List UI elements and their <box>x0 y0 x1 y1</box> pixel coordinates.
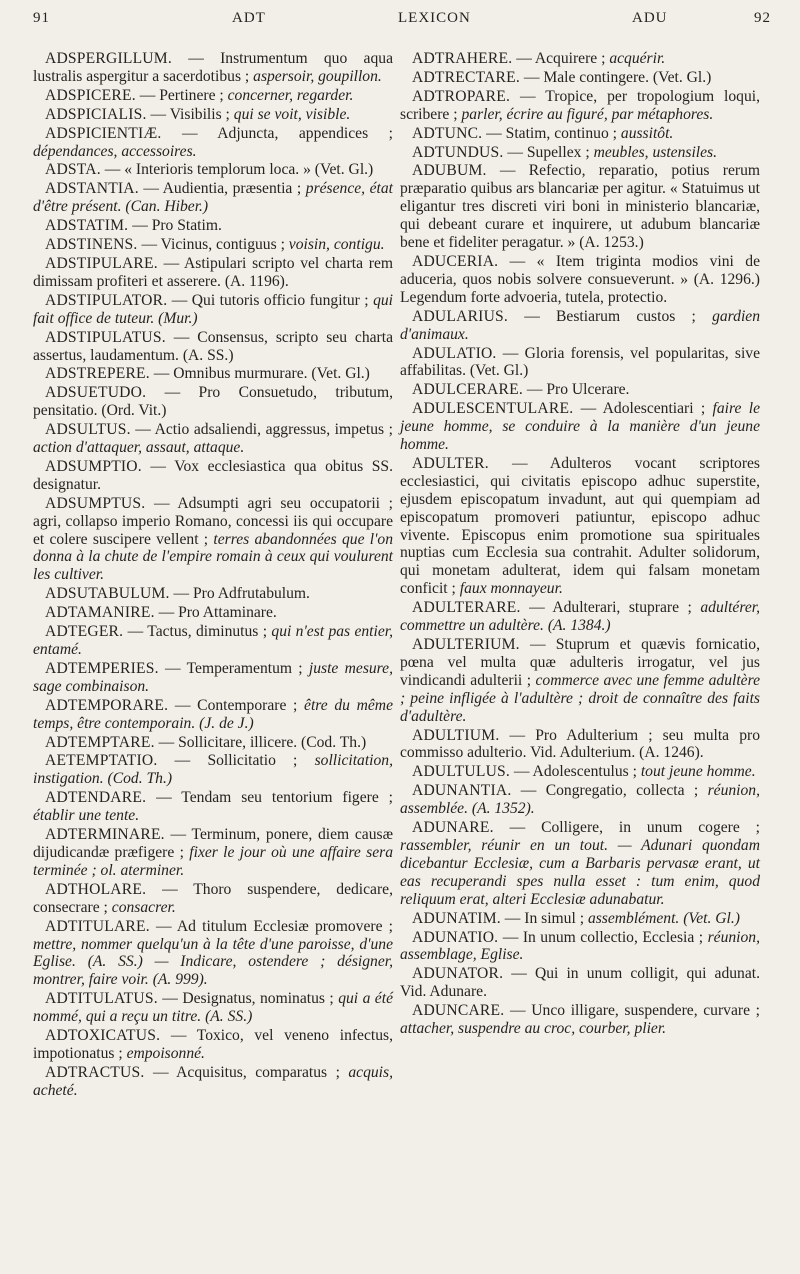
entry-headword: ADUNATIO. <box>412 928 499 946</box>
entry-headword: ADTROPARE. <box>412 87 511 105</box>
dictionary-entry <box>33 161 393 179</box>
entry-headword: ADTAMANIRE. <box>45 604 155 622</box>
entry-french-gloss: rassembler, réunir en un tout. — Adunari quondam dicebantur Ecclesiæ, cum a Barbaris pervasæ erant, ut eas recuperandi spes nulla esset : tum enim, quod reliquum erat, alteri Ecclesiæ adunabatur. <box>400 836 760 908</box>
entry-definition: — Tropice, per tropologium loqui, scribere ; <box>400 87 760 123</box>
entry-definition: — Pro Adulterium ; seu multa pro commisso adulterio. Vid. Adulterium. (A. 1246). <box>400 726 760 762</box>
entry-headword: ADSTA. <box>45 161 101 179</box>
dictionary-entry <box>400 1002 760 1038</box>
dictionary-entry <box>400 763 760 781</box>
entry-definition: — « Item triginta modios vini de aduceria, quos nobis solvere consueverunt. » (A. 1296.) Legendum forte advoeria, tutela, protectio. <box>400 252 760 306</box>
entry-headword: ADULTERIUM. <box>412 636 520 653</box>
entry-definition: — Bestiarum custos ; <box>508 307 713 325</box>
dictionary-entry <box>400 162 760 252</box>
entry-headword: ADTUNDUS. <box>412 143 504 161</box>
entry-definition: — Pro Consuetudo, tributum, pensitatio. (Ord. Vit.) <box>33 384 393 420</box>
entry-french-gloss: concerner, regarder. <box>227 86 354 104</box>
entry-definition: — Vox ecclesiastica qua obitus SS. designatur. <box>33 457 393 493</box>
entry-french-gloss: terres abandonnées que l'on donna à la chute de l'empire romain à ceux qui voulurent les cultiver. <box>33 530 394 584</box>
entry-headword: ADULTULUS. <box>412 763 511 781</box>
entry-french-gloss: qui n'est pas entier, entamé. <box>33 623 394 658</box>
dictionary-entry <box>400 88 760 124</box>
dictionary-entry <box>33 1064 393 1100</box>
entry-definition: — Designatus, nominatus ; <box>157 990 339 1008</box>
entry-definition: — Actio adsaliendi, aggressus, impetus ; <box>130 421 393 439</box>
dictionary-entry <box>33 87 393 105</box>
entry-headword: ADTITULARE. <box>45 917 150 935</box>
dictionary-entry <box>400 819 760 909</box>
entry-definition: — Instrumentum quo aqua lustralis aspergitur a sacerdotibus ; <box>33 50 393 85</box>
dictionary-entry <box>400 910 760 928</box>
entry-headword: ADSTANTIA. <box>45 180 139 198</box>
entry-headword: ADTITULATUS. <box>45 990 158 1008</box>
entry-definition: — Ad titulum Ecclesiæ promovere ; <box>149 917 393 935</box>
right-column <box>400 50 760 1039</box>
entry-definition: — Vicinus, contiguus ; <box>137 236 289 254</box>
entry-french-gloss: dépendances, accessoires. <box>33 142 197 160</box>
dictionary-entry <box>400 144 760 162</box>
entry-definition: — Adulteros vocant scriptores ecclesiastici, qui civitatis episcopo adhuc superstite, ejusdem episcopatum invadunt, aut qui quempiam ad episcopatum promoveri patiuntur, episcopo adhuc vivente. Episcopus enim promotione sua spirituales nuptias cum Ecclesia sua contrahit. Adulter solidorum, qui monetam adulterat, idem qui falsam monetam conficit ; <box>400 454 760 598</box>
entry-definition: — Qui in unum colligit, qui adunat. Vid. Adunare. <box>400 965 760 1001</box>
page-number-right: 92 <box>754 10 771 26</box>
dictionary-entry <box>400 308 760 344</box>
entry-headword: ADUNATOR. <box>412 965 504 983</box>
entry-definition: — Astipulari scripto vel charta rem dimissam profiteri et asserere. (A. 1196). <box>33 254 393 290</box>
entry-definition: — Toxico, vel veneno infectus, impotionatus ; <box>33 1027 393 1062</box>
entry-definition: — Colligere, in unum cogere ; <box>493 819 760 837</box>
entry-headword: ADSTATIM. <box>45 217 129 235</box>
entry-definition: — Omnibus murmurare. (Vet. Gl.) <box>149 365 370 383</box>
entry-headword: ADUBUM. <box>412 162 487 180</box>
entry-french-gloss: assemblément. (Vet. Gl.) <box>587 909 740 927</box>
dictionary-entry <box>33 292 393 328</box>
entry-french-gloss: établir une tente. <box>33 807 140 825</box>
entry-french-gloss: attacher, suspendre au croc, courber, plier. <box>400 1020 667 1038</box>
entry-headword: ADTOXICATUS. <box>45 1027 161 1045</box>
entry-french-gloss: sollicitation, instigation. (Cod. Th.) <box>33 752 393 788</box>
entry-french-gloss: meubles, ustensiles. <box>593 143 717 161</box>
entry-french-gloss: adultérer, commettre un adultère. (A. 1384.) <box>400 599 760 635</box>
dictionary-entry <box>400 599 760 635</box>
dictionary-entry <box>400 455 760 598</box>
running-head-center: LEXICON <box>398 10 471 26</box>
entry-headword: ADULATIO. <box>412 344 497 362</box>
entry-headword: ADSUETUDO. <box>45 384 147 402</box>
entry-headword: ADSTIPULARE. <box>45 254 158 272</box>
entry-definition: — Pro Statim. <box>128 217 222 235</box>
entry-headword: ADTRAHERE. <box>412 50 513 67</box>
dictionary-entry <box>400 782 760 818</box>
dictionary-entry <box>33 125 393 161</box>
entry-headword: ADTRACTUS. <box>45 1063 145 1081</box>
dictionary-entry <box>400 381 760 399</box>
entry-definition: — Pro Attaminare. <box>154 604 277 622</box>
entry-definition: — Pertinere ; <box>135 86 228 104</box>
dictionary-entry <box>33 458 393 494</box>
entry-definition: — Adulterari, stuprare ; <box>520 599 701 617</box>
entry-definition: — Terminum, ponere, diem causæ dijudicandæ præfigere ; <box>33 826 393 861</box>
entry-headword: ADULCERARE. <box>412 381 523 399</box>
entry-definition: — In unum collectio, Ecclesia ; <box>498 928 708 946</box>
entry-definition: — Pro Ulcerare. <box>522 381 630 399</box>
entry-french-gloss: qui a été nommé, qui a reçu un titre. (A. SS.) <box>33 990 393 1026</box>
entry-definition: — Gloria forensis, vel popularitas, sive affabilitas. (Vet. Gl.) <box>400 344 760 380</box>
entry-headword: ADSPICERE. <box>45 86 136 104</box>
entry-french-gloss: aspersoir, goupillon. <box>253 67 382 85</box>
entry-headword: ADUNARE. <box>412 819 494 837</box>
dictionary-entry <box>400 50 760 68</box>
entry-headword: ADSUTABULUM. <box>45 585 170 603</box>
entry-definition: — Consensus, scripto seu charta assertus, laudamentum. (A. SS.) <box>33 328 393 364</box>
running-header <box>0 4 800 30</box>
entry-french-gloss: qui se voit, visible. <box>233 105 351 123</box>
entry-french-gloss: faire le jeune homme, se conduire à la manière d'un jeune homme. <box>400 400 760 454</box>
entry-headword: ADULTERARE. <box>412 599 521 617</box>
entry-french-gloss: réunion, assemblée. (A. 1352). <box>400 782 760 818</box>
entry-headword: ADSULTUS. <box>45 421 131 439</box>
dictionary-entry <box>400 125 760 143</box>
entry-definition: — Adsumpti agri seu occupatorii ; agri, collapso imperio Romano, concessi iis qui occupare et colere suscipere vellent ; <box>33 494 393 548</box>
entry-definition: — Qui tutoris officio fungitur ; <box>167 291 374 309</box>
dictionary-entry <box>33 255 393 291</box>
entry-headword: ADULESCENTULARE. <box>412 400 574 418</box>
entry-headword: ADSUMPTIO. <box>45 457 142 475</box>
running-head-left: ADT <box>232 10 266 26</box>
dictionary-entry <box>33 918 393 990</box>
dictionary-entry <box>400 929 760 965</box>
entry-definition: — Supellex ; <box>503 143 594 161</box>
entry-definition: — Male contingere. (Vet. Gl.) <box>519 68 712 86</box>
dictionary-entry <box>33 217 393 235</box>
dictionary-entry <box>400 965 760 1001</box>
entry-definition: — In simul ; <box>500 909 588 927</box>
dictionary-entry <box>33 697 393 733</box>
entry-headword: AETEMPTATIO. <box>45 752 158 770</box>
entry-definition: — Acquisitus, comparatus ; <box>144 1063 349 1081</box>
entry-definition: — Thoro suspendere, dedicare, consecrare ; <box>33 880 393 916</box>
entry-french-gloss: mettre, nommer quelqu'un à la tête d'une paroisse, d'une Eglise. (A. SS.) — Indicare, ostendere ; désigner, montrer, faire voir. (A. 999). <box>33 935 393 989</box>
entry-headword: ADSUMPTUS. <box>45 494 146 512</box>
entry-definition: — Acquirere ; <box>512 50 610 67</box>
entry-headword: ADSPICIENTIÆ. <box>45 124 162 142</box>
dictionary-entry <box>33 789 393 825</box>
running-head-right: ADU <box>632 10 668 26</box>
entry-definition: — Adjuncta, appendices ; <box>161 124 393 142</box>
entry-headword: ADUNATIM. <box>412 909 501 927</box>
entry-french-gloss: fixer le jour où une affaire sera terminée ; ol. aterminer. <box>33 843 393 879</box>
entry-headword: ADTEGER. <box>45 623 124 641</box>
dictionary-entry <box>33 1027 393 1063</box>
dictionary-entry <box>33 495 393 585</box>
entry-french-gloss: présence, état d'être présent. (Can. Hiber.) <box>33 180 393 216</box>
entry-french-gloss: aussitôt. <box>620 124 674 142</box>
dictionary-entry <box>33 881 393 917</box>
entry-definition: — Pro Adfrutabulum. <box>169 585 310 603</box>
dictionary-entry <box>400 400 760 454</box>
entry-headword: ADTUNC. <box>412 124 483 142</box>
dictionary-entry <box>33 826 393 880</box>
dictionary-entry <box>400 345 760 381</box>
entry-headword: ADSPERGILLUM. <box>45 50 172 67</box>
entry-french-gloss: être du même temps, être contemporain. (J. de J.) <box>33 696 393 732</box>
entry-headword: ADTEMPORARE. <box>45 696 169 714</box>
dictionary-entry <box>400 727 760 763</box>
entry-headword: ADTEMPERIES. <box>45 659 159 677</box>
entry-french-gloss: empoisonné. <box>126 1044 205 1062</box>
dictionary-entry <box>33 236 393 254</box>
entry-definition: — Stuprum et quævis fornicatio, pœna vel multa quæ adulteris irrogatur, vel jus vindicandi adulterii ; <box>400 636 760 689</box>
entry-headword: ADULARIUS. <box>412 307 508 325</box>
entry-french-gloss: voisin, contigu. <box>288 236 385 254</box>
entry-headword: ADUCERIA. <box>412 252 499 270</box>
entry-french-gloss: acquérir. <box>609 50 666 67</box>
dictionary-entry <box>33 106 393 124</box>
entry-french-gloss: gardien d'animaux. <box>400 307 760 343</box>
entry-definition: — Congregatio, collecta ; <box>511 782 708 800</box>
entry-definition: — Unco illigare, suspendere, curvare ; <box>504 1002 760 1020</box>
entry-headword: ADULTIUM. <box>412 726 500 744</box>
entry-headword: ADUNANTIA. <box>412 782 512 800</box>
dictionary-entry <box>33 365 393 383</box>
entry-definition: — Statim, continuo ; <box>482 124 621 142</box>
entry-headword: ADTERMINARE. <box>45 826 165 844</box>
dictionary-entry <box>33 180 393 216</box>
entry-definition: — « Interioris templorum loca. » (Vet. Gl.) <box>100 161 374 179</box>
dictionary-entry <box>33 752 393 788</box>
entry-definition: — Contemporare ; <box>168 696 305 714</box>
dictionary-entry <box>33 604 393 622</box>
entry-headword: ADTEMPTARE. <box>45 733 155 751</box>
entry-headword: ADTRECTARE. <box>412 68 520 86</box>
entry-definition: — Tactus, diminutus ; <box>123 623 272 641</box>
entry-headword: ADUNCARE. <box>412 1002 505 1020</box>
dictionary-entry <box>33 329 393 365</box>
entry-headword: ADSTINENS. <box>45 236 138 254</box>
entry-definition: — Adolescentulus ; <box>510 763 641 781</box>
entry-headword: ADSTREPERE. <box>45 365 150 383</box>
dictionary-entry <box>400 69 760 87</box>
dictionary-entry <box>33 585 393 603</box>
dictionary-entry <box>33 623 393 659</box>
entry-definition: — Sollicitare, illicere. (Cod. Th.) <box>154 733 367 751</box>
left-column <box>33 50 393 1101</box>
dictionary-entry <box>33 660 393 696</box>
dictionary-entry <box>33 421 393 457</box>
entry-definition: — Audientia, præsentia ; <box>138 180 306 198</box>
entry-french-gloss: qui fait office de tuteur. (Mur.) <box>33 291 393 327</box>
entry-french-gloss: commerce avec une femme adultère ; peine infligée à l'adultère ; droit de connaître des faits d'adultère. <box>400 671 760 725</box>
entry-definition: — Refectio, reparatio, potius rerum præparatio quibus ars blancariæ per agitur. « Statuimus ut eligantur tres discreti viri boni in ministerio blancariæ, qui debeant curare et inquirere, ut adubum blancariæ bene et fideliter peragatur. » (A. 1253.) <box>400 162 760 252</box>
dictionary-entry <box>33 734 393 752</box>
entry-french-gloss: faux monnayeur. <box>459 580 563 598</box>
entry-headword: ADSTIPULATUS. <box>45 328 166 346</box>
entry-french-gloss: tout jeune homme. <box>640 763 756 781</box>
entry-definition: — Temperamentum ; <box>158 659 309 677</box>
entry-french-gloss: réunion, assemblage, Eglise. <box>400 928 760 964</box>
entry-french-gloss: juste mesure, sage combinaison. <box>33 659 393 695</box>
entry-definition: — Sollicitatio ; <box>157 752 315 770</box>
entry-headword: ADSPICIALIS. <box>45 105 147 123</box>
dictionary-entry <box>400 253 760 307</box>
entry-headword: ADTENDARE. <box>45 789 147 807</box>
entry-definition: — Adolescentiari ; <box>573 400 713 418</box>
entry-definition: — Visibilis ; <box>146 105 234 123</box>
dictionary-entry <box>33 50 393 86</box>
dictionary-entry <box>33 384 393 420</box>
dictionary-entry <box>400 636 760 726</box>
entry-headword: ADTHOLARE. <box>45 880 147 898</box>
entry-french-gloss: consacrer. <box>111 898 176 916</box>
entry-definition: — Tendam seu tentorium figere ; <box>146 789 393 807</box>
entry-french-gloss: action d'attaquer, assaut, attaque. <box>33 439 245 457</box>
page-number-left: 91 <box>33 10 50 26</box>
dictionary-entry <box>33 990 393 1026</box>
entry-french-gloss: acquis, acheté. <box>33 1063 393 1099</box>
entry-french-gloss: parler, écrire au figuré, par métaphores. <box>461 105 714 123</box>
entry-headword: ADULTER. <box>412 454 489 472</box>
entry-headword: ADSTIPULATOR. <box>45 291 168 309</box>
